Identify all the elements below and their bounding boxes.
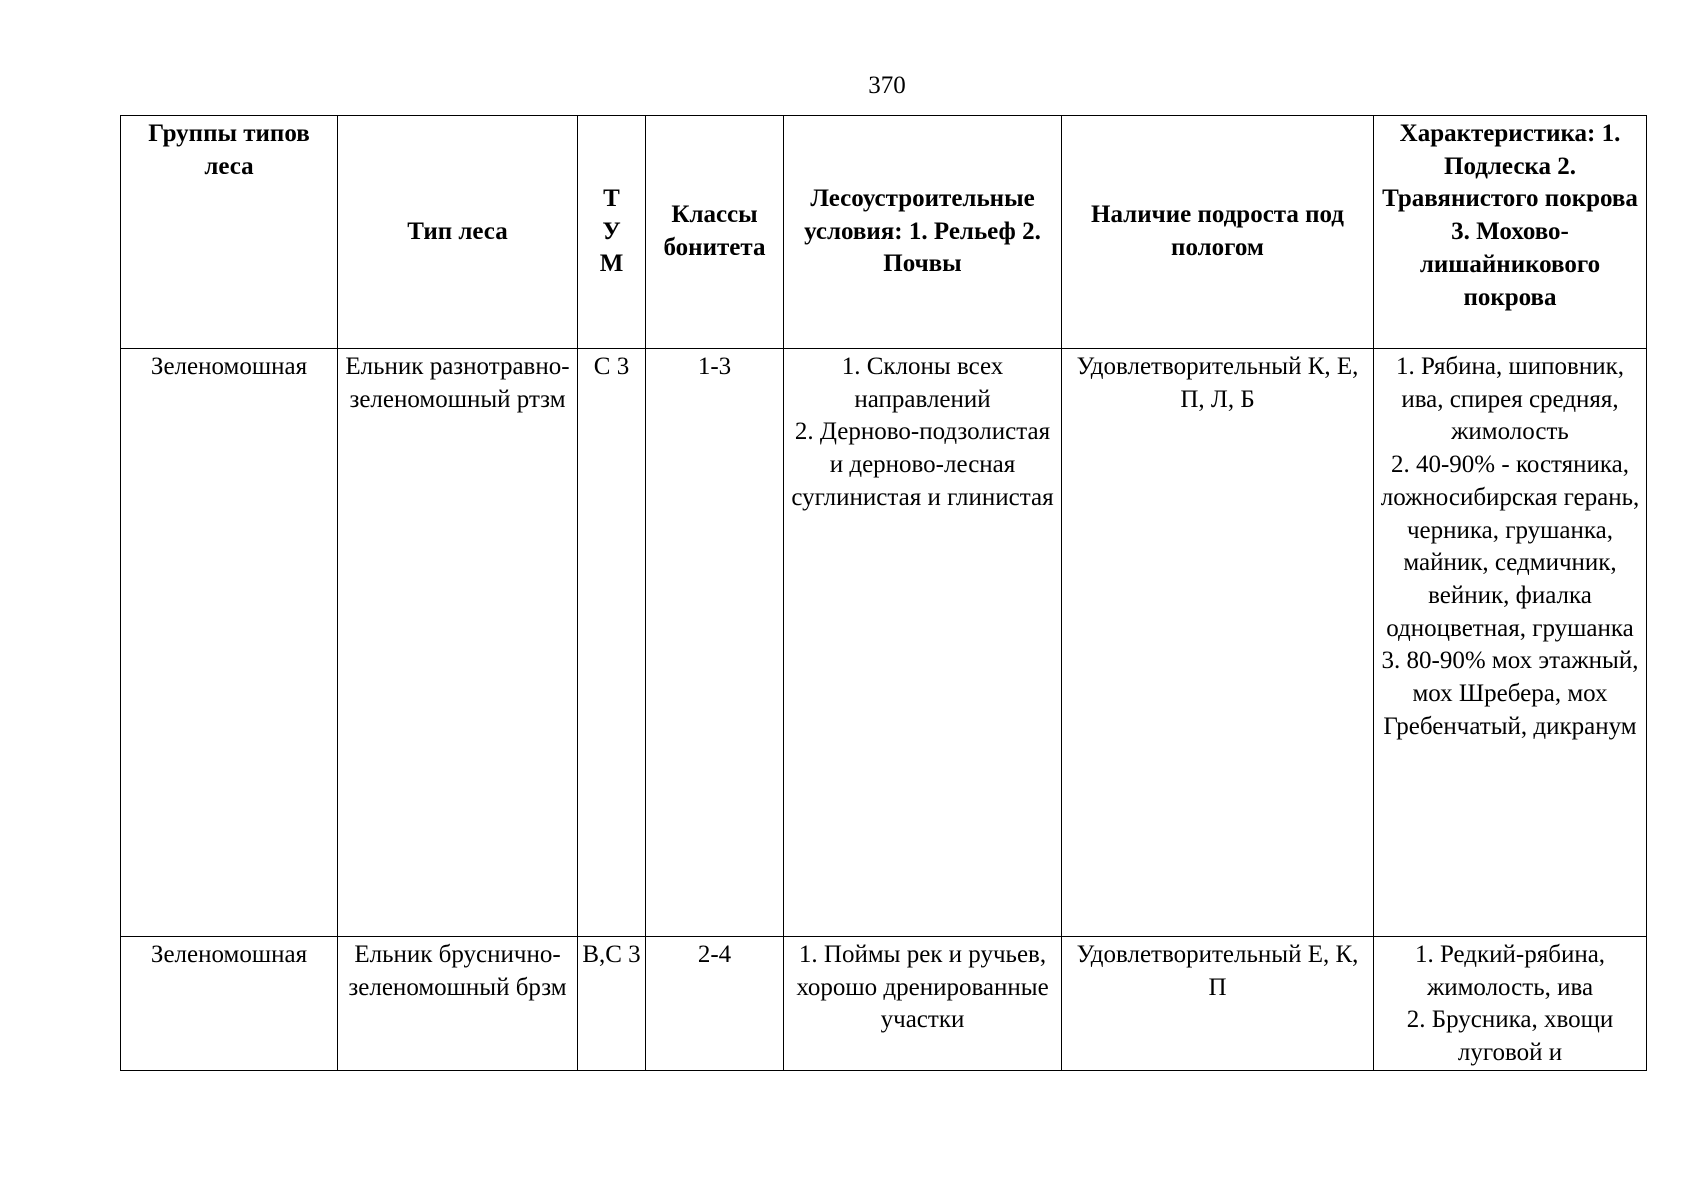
header-tum: Т У М bbox=[578, 116, 646, 349]
cell-undergrowth: Удовлетворительный Е, К, П bbox=[1062, 937, 1374, 1071]
cell-tum: С 3 bbox=[578, 349, 646, 937]
header-forest-type: Тип леса bbox=[338, 116, 578, 349]
cell-undergrowth: Удовлетворительный К, Е, П, Л, Б bbox=[1062, 349, 1374, 937]
cell-characteristic: 1. Редкий-рябина, жимолость, ива 2. Брусника, хвощи луговой и bbox=[1374, 937, 1647, 1071]
header-bonitet: Классы бонитета bbox=[646, 116, 784, 349]
table-header-row bbox=[121, 116, 1647, 349]
cell-forest-type: Ельник разнотравно-зеленомошный ртзм bbox=[338, 349, 578, 937]
header-undergrowth: Наличие подроста под пологом bbox=[1062, 116, 1374, 349]
table-row bbox=[121, 937, 1647, 1071]
table-row bbox=[121, 349, 1647, 937]
header-characteristic: Характеристика: 1. Подлеска 2. Травянистого покрова 3. Мохово-лишайникового покрова bbox=[1374, 116, 1647, 349]
header-group: Группы типов леса bbox=[121, 116, 338, 349]
cell-group: Зеленомошная bbox=[121, 349, 338, 937]
cell-group: Зеленомошная bbox=[121, 937, 338, 1071]
cell-conditions: 1. Поймы рек и ручьев, хорошо дренированные участки bbox=[784, 937, 1062, 1071]
cell-bonitet: 2-4 bbox=[646, 937, 784, 1071]
header-conditions: Лесоустроительные условия: 1. Рельеф 2. Почвы bbox=[784, 116, 1062, 349]
page-number: 370 bbox=[868, 72, 906, 99]
cell-conditions: 1. Склоны всех направлений 2. Дерново-подзолистая и дерново-лесная суглинистая и глинистая bbox=[784, 349, 1062, 937]
forest-types-table bbox=[120, 115, 1647, 1071]
cell-characteristic: 1. Рябина, шиповник, ива, спирея средняя, жимолость 2. 40-90% - костяника, ложносибирская герань, черника, грушанка, майник, седмичник, вейник, фиалка одноцветная, грушанка 3. 80-90% мох этажный, мох Шребера, мох Гребенчатый, дикранум bbox=[1374, 349, 1647, 937]
cell-bonitet: 1-3 bbox=[646, 349, 784, 937]
cell-tum: В,С 3 bbox=[578, 937, 646, 1071]
cell-forest-type: Ельник брусничнo-зеленомошный брзм bbox=[338, 937, 578, 1071]
